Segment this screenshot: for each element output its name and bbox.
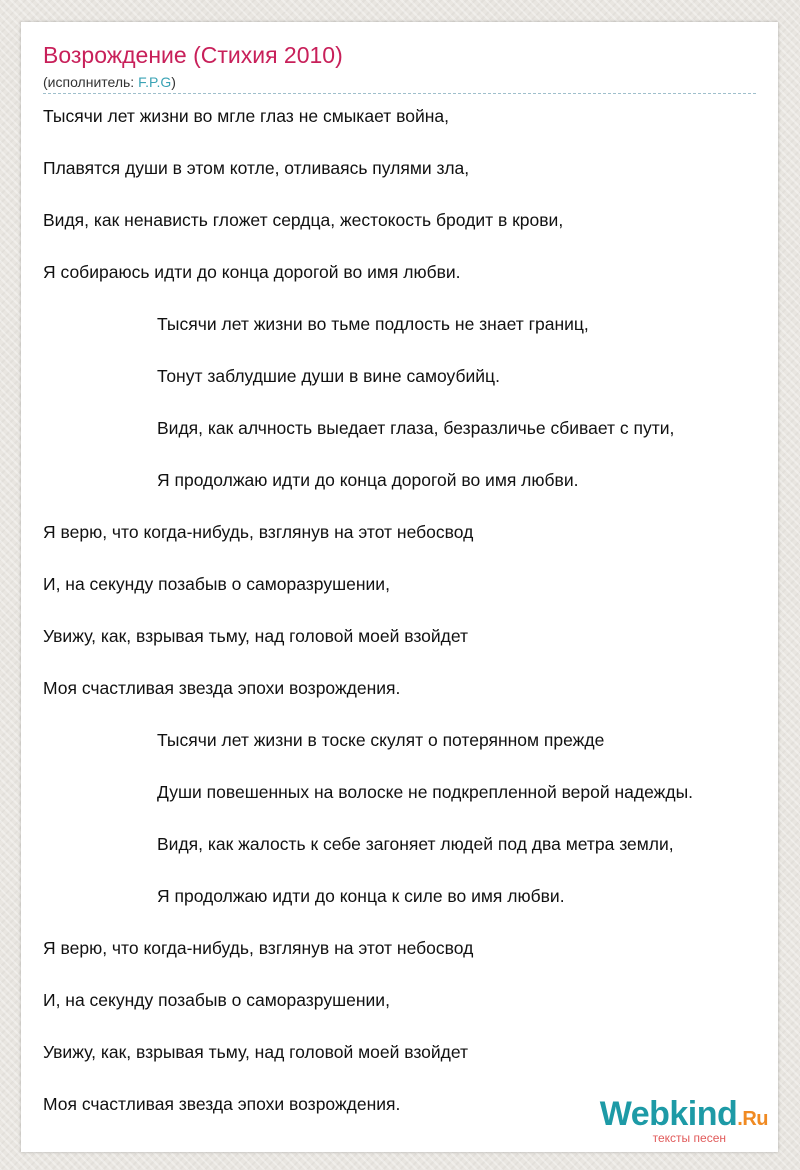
header-divider xyxy=(43,93,756,94)
lyric-line: Я продолжаю идти до конца к силе во имя любви. xyxy=(157,886,565,906)
lyric-line: Плавятся души в этом котле, отливаясь пулями зла, xyxy=(43,158,470,178)
lyric-line: Увижу, как, взрывая тьму, над головой моей взойдет xyxy=(43,626,469,646)
artist-link[interactable]: F.P.G xyxy=(138,74,172,90)
lyric-line: Я верю, что когда-нибудь, взглянув на этот небосвод xyxy=(43,522,474,542)
artist-prefix: (исполнитель: xyxy=(43,74,139,90)
lyric-line: Видя, как жалость к себе загоняет людей под два метра земли, xyxy=(157,834,674,854)
lyric-line: Моя счастливая звезда эпохи возрождения. xyxy=(43,1094,401,1114)
lyric-line: Тонут заблудшие души в вине самоубийц. xyxy=(157,366,500,386)
logo-domain-text: .Ru xyxy=(737,1108,768,1130)
lyric-line: Я верю, что когда-нибудь, взглянув на этот небосвод xyxy=(43,938,474,958)
lyric-line: Видя, как ненависть гложет сердца, жестокость бродит в крови, xyxy=(43,210,564,230)
logo-tagline: тексты песен xyxy=(652,1131,726,1145)
lyric-line: Увижу, как, взрывая тьму, над головой моей взойдет xyxy=(43,1042,469,1062)
lyric-line: Тысячи лет жизни в тоске скулят о потерянном прежде xyxy=(157,730,605,750)
lyric-line: Я продолжаю идти до конца дорогой во имя любви. xyxy=(157,470,579,490)
logo-main-text: Webkind xyxy=(599,1095,738,1133)
artist-suffix: ) xyxy=(171,74,176,90)
lyrics-body xyxy=(43,104,763,1144)
lyric-line: Моя счастливая звезда эпохи возрождения. xyxy=(43,678,401,698)
artist-line xyxy=(43,74,176,90)
lyric-line: Видя, как алчность выедает глаза, безразличье сбивает с пути, xyxy=(157,418,675,438)
lyrics-sheet xyxy=(21,22,778,1152)
lyric-line: Тысячи лет жизни во мгле глаз не смыкает война, xyxy=(43,106,449,126)
lyric-line: Тысячи лет жизни во тьме подлость не знает границ, xyxy=(157,314,589,334)
lyric-line: И, на секунду позабыв о саморазрушении, xyxy=(43,990,390,1010)
lyric-line: Я собираюсь идти до конца дорогой во имя любви. xyxy=(43,262,461,282)
lyric-line: Души повешенных на волоске не подкрепленной верой надежды. xyxy=(157,782,694,802)
song-title: Возрождение (Стихия 2010) xyxy=(43,42,343,68)
site-logo[interactable] xyxy=(600,1097,768,1144)
lyric-line: И, на секунду позабыв о саморазрушении, xyxy=(43,574,390,594)
